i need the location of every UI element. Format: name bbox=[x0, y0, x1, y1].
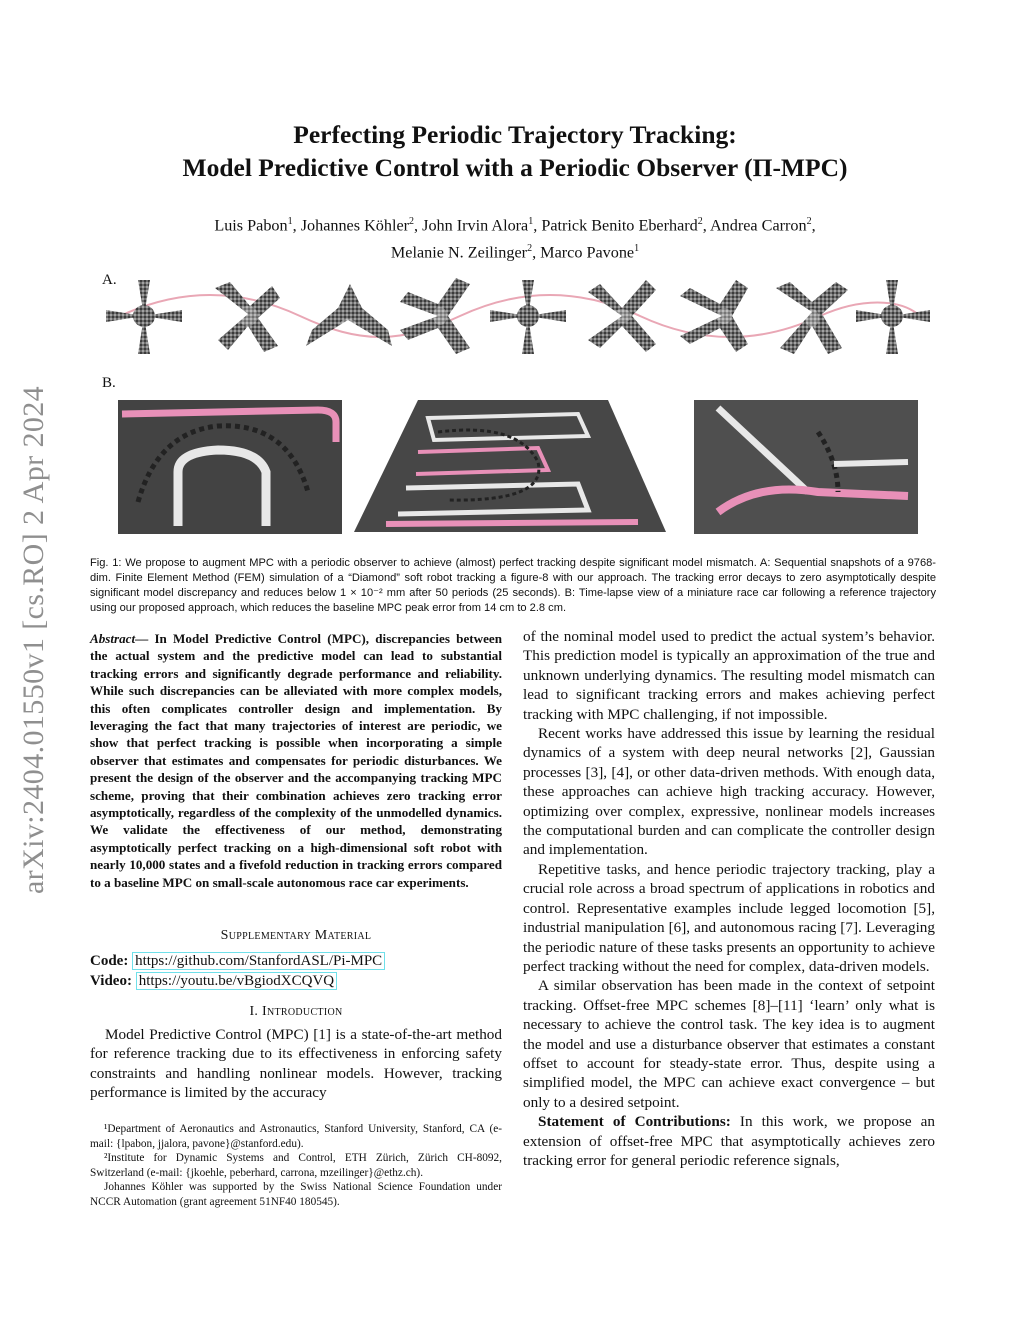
supplementary-links bbox=[90, 951, 502, 991]
authors bbox=[90, 210, 940, 265]
snapshot-6 bbox=[588, 280, 656, 352]
author: John Irvin Alora bbox=[422, 216, 529, 235]
affiliation-mark: 2 bbox=[697, 216, 703, 227]
code-label: Code: bbox=[90, 953, 129, 969]
snapshot-5 bbox=[490, 280, 566, 354]
arxiv-id: arXiv:2404.01550v1 [cs.RO] 2 Apr 2024 bbox=[17, 385, 50, 895]
title-line-2: Model Predictive Control with a Periodic Observer (Π-MPC) bbox=[182, 153, 848, 182]
author: Johannes Köhler bbox=[300, 216, 410, 235]
introduction-paragraph: Model Predictive Control (MPC) [1] is a state-of-the-art method for reference tracking due to its effectiveness in enforcing safety constraints and handling nonlinear models. However, tracking performance is limited by the accuracy bbox=[90, 1026, 502, 1102]
footnote-3: Johannes Köhler was supported by the Swiss National Science Foundation under NCCR Automation (grant agreement 51NF40 180545). bbox=[90, 1181, 502, 1208]
affiliation-mark: 1 bbox=[634, 243, 640, 255]
paragraph: of the nominal model used to predict the actual system’s behavior. This prediction model is typically an approximation of the true and unknown underlying dynamics. The resulting model mismatch can lead to significant tracking errors and makes achieving perfect tracking with MPC challenging, if not impossible. bbox=[523, 628, 935, 723]
figure-label-b: B. bbox=[102, 375, 116, 391]
race-car-photos bbox=[118, 392, 918, 542]
introduction-text bbox=[90, 1025, 502, 1103]
snapshot-2 bbox=[215, 282, 280, 352]
footnote-2: ²Institute for Dynamic Systems and Control, ETH Zürich, Zürich CH-8092, Switzerland (e-mail: {jkoehle, peberhard, carrona, mzeilinger}@ethz.ch). bbox=[90, 1152, 502, 1179]
arxiv-sidebar bbox=[14, 360, 54, 920]
author: Melanie N. Zeilinger bbox=[390, 243, 528, 262]
paragraph: A similar observation has been made in the context of setpoint tracking. Offset-free MPC schemes [8]–[11] ‘learn’ only what is necessary to achieve the control task. The key idea is to augment the model and use a disturbance observer that estimates a constant offset to account for steady-state error. Thus, despite using a simplified model, the MPC can achieve exact convergence – but only to a desired setpoint. bbox=[523, 977, 935, 1111]
affiliation-mark: 1 bbox=[287, 216, 293, 227]
photo-left bbox=[118, 400, 342, 534]
affiliation-mark: 1 bbox=[528, 216, 534, 227]
author: Andrea Carron bbox=[709, 216, 807, 235]
contributions-text: In this work, we propose an extension of offset-free MPC that asymptotically achieves zero tracking error for general periodic reference signals, bbox=[523, 1113, 936, 1169]
footnote-1: ¹Department of Aeronautics and Astronautics, Stanford University, Stanford, CA (e-mail: {lpabon, jjalora, pavone}@stanford.edu). bbox=[90, 1123, 502, 1150]
code-link-row bbox=[90, 951, 502, 971]
abstract: Abstract— In Model Predictive Control (MPC), discrepancies between the actual system and the predictive model can lead to substantial tracking errors and significantly degrade performance and reliability. While such discrepancies can be alleviated with more complex models, this often complicates controller design and implementation. By leveraging the fact that many trajectories of interest are periodic, we show that perfect tracking is possible when incorporating a simple observer that estimates and compensates for periodic disturbances. We present the design of the observer and the accompanying tracking MPC scheme, proving that their combination achieves zero tracking error asymptotically, regardless of the complexity of the unmodelled dynamics. We validate the effectiveness of our method, demonstrating asymptotically perfect tracking on a high-dimensional soft robot with nearly 10,000 states and a fivefold reduction in tracking errors compared to a baseline MPC on small-scale autonomous race car experiments. bbox=[90, 631, 502, 890]
authors-line-2: Melanie N. Zeilinger$^2$, Marco Pavone$^1$ bbox=[390, 243, 640, 262]
author: Patrick Benito Eberhard bbox=[541, 216, 698, 235]
soft-robot-snapshots bbox=[100, 268, 936, 368]
paragraph bbox=[523, 1112, 935, 1170]
paper-title bbox=[90, 118, 940, 184]
abstract-label: Abstract bbox=[90, 631, 136, 646]
snapshot-1 bbox=[106, 280, 182, 354]
photo-right bbox=[694, 400, 918, 534]
supplementary-heading: Supplementary Material bbox=[220, 928, 372, 943]
paragraph: Recent works have addressed this issue by learning the residual dynamics of a system with deep neural networks [2], Gaussian processes [3], [4], or other data-driven methods. With enough data, these approaches can achieve high tracking accuracy. However, optimizing over complex, expressive, nonlinear models increases the computational burden and can complicate the controller design and implementation. bbox=[523, 725, 935, 859]
author: Marco Pavone bbox=[540, 243, 635, 262]
figure-caption: Fig. 1: We propose to augment MPC with a periodic observer to achieve (almost) perfect tracking despite significant model mismatch. A: Sequential snapshots of a 9768-dim. Finite Element Method (FEM) simulation of a “Diamond” soft robot tracking a figure-8 with our approach. The tracking error decays to zero asymptotically despite significant model discrepancy and reduces below 1 × 10⁻² mm after 50 periods (25 seconds). B: Time-lapse view of a miniature race car following a reference trajectory using our proposed approach, which reduces the baseline MPC peak error from 14 cm to 2.8 cm. bbox=[90, 557, 936, 614]
right-column bbox=[523, 627, 935, 1170]
video-link[interactable]: https://youtu.be/vBgiodXCQVQ bbox=[136, 972, 337, 990]
photo-center bbox=[354, 392, 666, 542]
snapshot-7 bbox=[680, 280, 748, 352]
abstract-text: In Model Predictive Control (MPC), discrepancies between the actual system and the predictive model can lead to substantial tracking errors and significantly degrade performance and reliability. While such discrepancies can be alleviated with more complex models, this often complicates controller design and implementation. By leveraging the fact that many trajectories of interest are periodic, we show that perfect tracking is possible when incorporating a simple observer that estimates and compensates for periodic disturbances. We present the design of the observer and the accompanying tracking MPC scheme, proving that their combination achieves zero tracking error asymptotically, regardless of the complexity of the unmodelled dynamics. We validate the effectiveness of our method, demonstrating asymptotically perfect tracking on a high-dimensional soft robot with nearly 10,000 states and a fivefold reduction in tracking errors compared to a baseline MPC on small-scale autonomous race car experiments. bbox=[90, 631, 502, 890]
affiliation-mark: 2 bbox=[806, 216, 812, 227]
figure-label-a: A. bbox=[102, 272, 117, 288]
video-link-row bbox=[90, 971, 502, 991]
paragraph: Repetitive tasks, and hence periodic trajectory tracking, play a crucial role across a broad spectrum of applications in robotics and control. Representative examples include legged locomotion [5], industrial manipulation [6], and autonomous racing [7]. Leveraging the periodic nature of these tasks presents an opportunity to achieve perfect tracking without the need for complex, data-driven models. bbox=[523, 860, 935, 975]
footnotes bbox=[90, 1122, 502, 1210]
snapshot-8 bbox=[776, 282, 848, 354]
affiliation-mark: 2 bbox=[527, 243, 533, 255]
contributions-label: Statement of Contributions: bbox=[538, 1113, 731, 1131]
author: Luis Pabon bbox=[214, 216, 288, 235]
authors-line-1: Luis Pabon$^1$, Johannes Köhler$^2$, John Irvin Alora$^1$, Patrick Benito Eberhard$^2$, Andrea Carron$^2$, bbox=[214, 216, 816, 235]
snapshot-9 bbox=[856, 280, 930, 354]
affiliation-mark: 2 bbox=[409, 216, 415, 227]
introduction-heading: I. Introduction bbox=[249, 1004, 343, 1019]
title-line-1: Perfecting Periodic Trajectory Tracking: bbox=[293, 120, 737, 149]
video-label: Video: bbox=[90, 973, 132, 989]
snapshot-3 bbox=[306, 284, 392, 346]
code-link[interactable]: https://github.com/StanfordASL/Pi-MPC bbox=[132, 952, 385, 970]
